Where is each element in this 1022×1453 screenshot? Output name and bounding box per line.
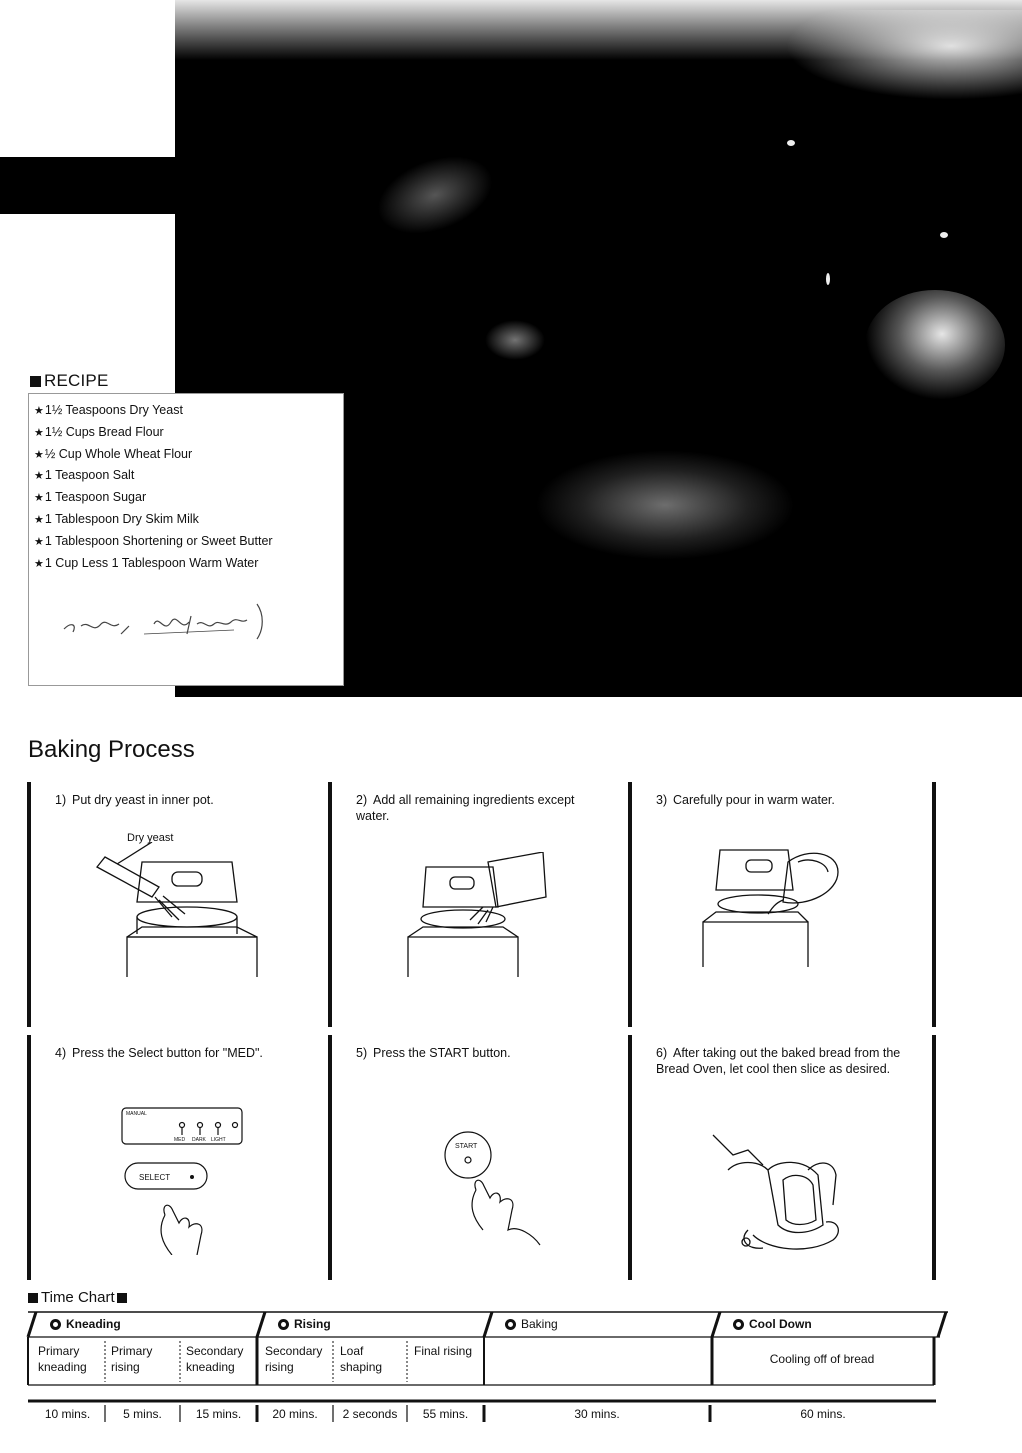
recipe-item <box>34 422 343 444</box>
step-text: Carefully pour in warm water. <box>673 793 835 807</box>
dry-yeast-label: Dry yeast <box>127 832 174 844</box>
select-button-illustration <box>117 1105 247 1255</box>
step-label-cooling: Cooling off of bread <box>769 1352 875 1366</box>
step-text: Press the Select button for "MED". <box>72 1046 263 1060</box>
baking-process-title: Baking Process <box>28 736 195 763</box>
handwritten-note-signature <box>59 594 309 644</box>
recipe-item <box>34 444 343 466</box>
step-number: 6) <box>656 1046 668 1060</box>
panel-label-manual: MANUAL <box>126 1111 147 1117</box>
photo-speck <box>826 273 830 285</box>
step-text: Add all remaining ingredients except water. <box>356 793 575 823</box>
step-number: 3) <box>656 793 668 807</box>
column-divider <box>27 782 31 1027</box>
step-3 <box>628 782 929 1027</box>
phase-cool-down <box>733 1317 812 1331</box>
step-caption <box>55 792 305 808</box>
select-button-label: SELECT <box>139 1173 171 1182</box>
step-number: 2) <box>356 793 368 807</box>
star-icon: ★ <box>34 426 44 439</box>
recipe-item-text: 1 Teaspoon Salt <box>44 468 135 483</box>
step-number: 1) <box>55 793 67 807</box>
recipe-item <box>34 487 343 509</box>
duration-baking: 30 mins. <box>574 1407 620 1421</box>
step-caption <box>656 1045 914 1077</box>
recipe-item <box>34 553 343 575</box>
pour-water-illustration <box>698 842 888 972</box>
photo-highlight <box>485 320 545 360</box>
recipe-item-text: 1 Cup Less 1 Tablespoon Warm Water <box>44 555 259 570</box>
column-divider <box>628 1035 632 1280</box>
column-divider <box>932 1035 936 1280</box>
recipe-item-text: 1½ Cups Bread Flour <box>44 424 164 439</box>
photo-speck <box>940 232 948 238</box>
step-label-secondary-rising: Secondary rising <box>265 1344 323 1374</box>
add-ingredients-illustration <box>398 852 598 982</box>
star-icon: ★ <box>34 448 44 461</box>
step-caption <box>356 792 606 824</box>
step-text: Press the START button. <box>373 1046 511 1060</box>
step-6 <box>628 1035 929 1280</box>
step-number: 4) <box>55 1046 67 1060</box>
star-icon: ★ <box>34 492 44 505</box>
step-caption <box>356 1045 606 1061</box>
step-number: 5) <box>356 1046 368 1060</box>
square-bullet-icon <box>30 376 41 387</box>
recipe-list <box>29 394 343 574</box>
star-icon: ★ <box>34 513 44 526</box>
recipe-box <box>28 393 344 686</box>
phase-rising <box>278 1317 331 1331</box>
duration-loaf-shaping: 2 seconds <box>342 1407 398 1421</box>
pour-yeast-illustration <box>87 842 287 982</box>
column-divider <box>328 782 332 1027</box>
column-divider <box>932 782 936 1027</box>
step-caption <box>656 792 906 808</box>
square-bullet-icon <box>117 1293 127 1303</box>
recipe-heading <box>30 371 109 391</box>
star-icon: ★ <box>34 405 44 417</box>
photo-highlight <box>367 142 504 249</box>
column-divider <box>27 1035 31 1280</box>
recipe-item <box>34 465 343 487</box>
panel-label-dark: DARK <box>192 1137 206 1143</box>
duration-primary-kneading: 10 mins. <box>44 1407 91 1421</box>
panel-label-light: LIGHT <box>211 1137 226 1143</box>
baking-icon <box>505 1319 516 1330</box>
step-label-loaf-shaping: Loaf shaping <box>340 1344 383 1374</box>
recipe-item-text: ½ Cup Whole Wheat Flour <box>44 446 193 461</box>
star-icon: ★ <box>34 557 44 570</box>
step-1 <box>27 782 328 1027</box>
column-divider <box>328 1035 332 1280</box>
step-label-final-rising: Final rising <box>414 1344 473 1358</box>
recipe-item-text: 1 Tablespoon Dry Skim Milk <box>44 511 199 526</box>
duration-secondary-kneading: 15 mins. <box>195 1407 242 1421</box>
phase-baking <box>505 1317 558 1331</box>
phase-label-text: Baking <box>521 1317 558 1331</box>
step-label-secondary-kneading: Secondary kneading <box>186 1344 244 1374</box>
photo-speck <box>787 140 795 146</box>
step-5 <box>328 1035 629 1280</box>
recipe-item-text: 1 Tablespoon Shortening or Sweet Butter <box>44 533 273 548</box>
phase-label-text: Rising <box>294 1317 331 1331</box>
slice-bread-illustration <box>708 1130 848 1260</box>
duration-secondary-rising: 20 mins. <box>272 1407 318 1421</box>
rising-icon <box>278 1319 289 1330</box>
time-chart-heading-text: Time Chart <box>41 1289 115 1306</box>
step-label-primary-kneading: Primary kneading <box>38 1344 87 1374</box>
phase-kneading <box>50 1317 121 1331</box>
start-button-illustration <box>438 1130 548 1250</box>
step-caption <box>55 1045 305 1061</box>
square-bullet-icon <box>28 1293 38 1303</box>
star-icon: ★ <box>34 535 44 548</box>
step-2 <box>328 782 629 1027</box>
recipe-item <box>34 400 343 422</box>
photo-left-strip <box>0 157 175 214</box>
column-divider <box>628 782 632 1027</box>
phase-label-text: Kneading <box>66 1317 121 1331</box>
start-button-label: START <box>455 1143 478 1150</box>
photo-cloth-highlight <box>785 10 1022 100</box>
step-text: Put dry yeast in inner pot. <box>72 793 214 807</box>
recipe-item <box>34 531 343 553</box>
step-text: After taking out the baked bread from the Bread Oven, let cool then slice as desired. <box>656 1046 901 1076</box>
recipe-item <box>34 509 343 531</box>
step-label-primary-rising: Primary rising <box>111 1344 153 1374</box>
photo-bread-loaf <box>535 450 795 560</box>
duration-cool-down: 60 mins. <box>800 1407 846 1421</box>
duration-primary-rising: 5 mins. <box>123 1407 162 1421</box>
cool-down-icon <box>733 1319 744 1330</box>
step-4 <box>27 1035 328 1280</box>
duration-final-rising: 55 mins. <box>422 1407 469 1421</box>
photo-bread-pot <box>865 290 1005 400</box>
panel-label-med: MED <box>174 1137 186 1143</box>
star-icon: ★ <box>34 470 44 483</box>
time-chart-heading <box>28 1289 127 1306</box>
recipe-heading-text: RECIPE <box>44 371 109 390</box>
button-dot-icon <box>190 1175 194 1179</box>
recipe-item-text: 1 Teaspoon Sugar <box>44 490 147 505</box>
kneading-icon <box>50 1319 61 1330</box>
recipe-item-text: 1½ Teaspoons Dry Yeast <box>44 403 183 417</box>
phase-label-text: Cool Down <box>749 1317 812 1331</box>
